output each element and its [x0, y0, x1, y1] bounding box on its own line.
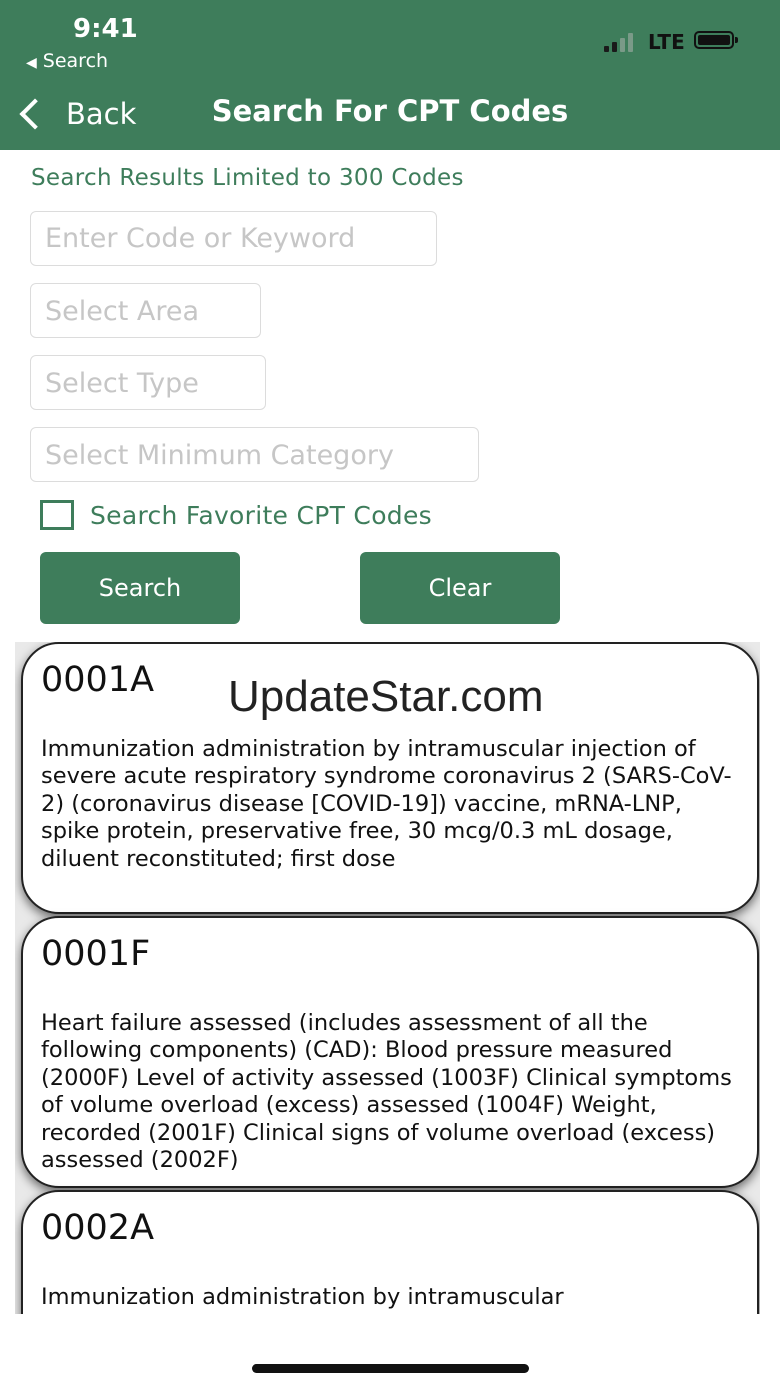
watermark: UpdateStar.com: [228, 672, 544, 721]
page-title: Search For CPT Codes: [211, 94, 569, 128]
search-button[interactable]: Search: [40, 552, 240, 624]
area-select[interactable]: [30, 283, 261, 338]
result-description: Immunization administration by intramuscular injection of severe acute respiratory syndrome coronavirus 2 (SARS-CoV-2) (coronavirus disease [COVID-19]) vaccine, mRNA-LNP, spike protein, preservative free, 30 mcg/0.3 mL dosage, diluent reconstituted; first dose: [41, 736, 732, 872]
navigation-header: [0, 0, 780, 150]
back-button-label: Back: [66, 97, 137, 131]
status-time: 9:41: [73, 14, 138, 44]
results-limit-note: Search Results Limited to 300 Codes: [31, 165, 464, 191]
status-back-label: Search: [42, 50, 109, 72]
result-card[interactable]: [21, 1190, 759, 1314]
type-select-placeholder: Select Type: [45, 368, 199, 399]
result-code: 0002A: [41, 1208, 155, 1248]
result-description: Immunization administration by intramuscular: [41, 1284, 564, 1310]
type-select[interactable]: [30, 355, 266, 410]
home-indicator[interactable]: [252, 1364, 529, 1373]
favorites-toggle-row[interactable]: [40, 500, 432, 530]
clear-button[interactable]: Clear: [360, 552, 560, 624]
result-code: 0001A: [41, 660, 155, 700]
result-code: 0001F: [41, 934, 151, 974]
result-card[interactable]: [21, 916, 759, 1188]
result-description: Heart failure assessed (includes assessment of all the following components) (CAD): Blood pressure measured (2000F) Level of activity assessed (1003F) Clinical symptoms of volume overload (excess) assessed (1004F) Weight, recorded (2001F) Clinical signs of volume overload (excess) assessed (2002F): [41, 1010, 732, 1174]
area-select-placeholder: Select Area: [45, 296, 200, 327]
favorites-label[interactable]: Search Favorite CPT Codes: [90, 500, 432, 530]
results-list[interactable]: [15, 642, 760, 1314]
network-type: LTE: [648, 30, 685, 54]
battery-icon: [694, 31, 734, 49]
status-back-to-app[interactable]: [26, 50, 108, 72]
back-triangle-icon: ◀: [26, 55, 37, 71]
keyword-field[interactable]: [30, 211, 437, 266]
minimum-category-placeholder: Select Minimum Category: [45, 440, 394, 471]
favorites-checkbox[interactable]: [40, 500, 74, 530]
keyword-input[interactable]: [31, 212, 436, 265]
minimum-category-select[interactable]: [30, 427, 479, 482]
signal-strength-icon: [604, 32, 638, 52]
